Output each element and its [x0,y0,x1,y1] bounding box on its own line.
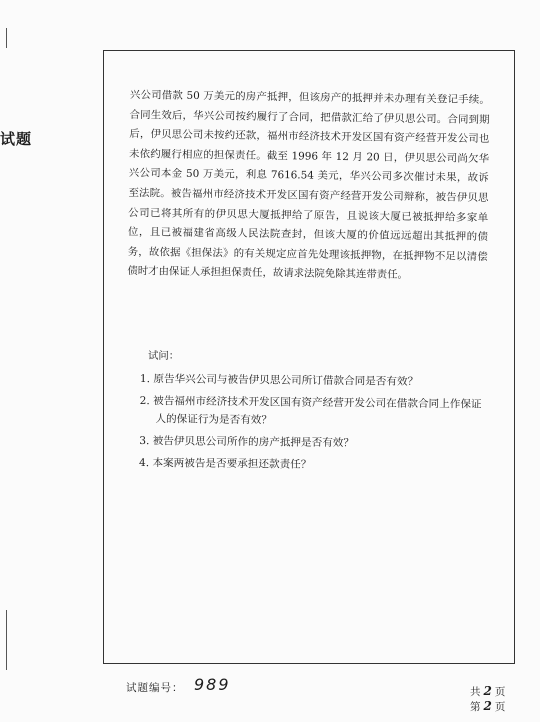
current-page-suffix: 页 [494,701,506,713]
left-page-title-fragment: 试题 [0,130,33,148]
question-item-2: 2. 被告福州市经济技术开发区国有资产经营开发公司在借款合同上作保证人的保证行为是否有效？ [139,394,482,427]
total-pages-prefix: 共 [470,686,481,698]
current-page-number: 2 [483,699,492,713]
left-page-rule-bottom [6,610,7,670]
page-counter [470,684,505,714]
total-pages-number: 2 [483,684,492,698]
question-list [139,370,490,480]
left-page-rule-top [6,28,7,48]
exam-code-label: 试题编号： [126,682,184,694]
current-page-line [470,699,505,714]
passage-text: 兴公司借款 50 万美元的房产抵押，但该房产的抵押并未办理有关登记手续。合同生效后，华兴公司按约履行了合同，把借款汇给了伊贝思公司。合同到期后，伊贝思公司未按约还款，福州市经济技术开发区国有资产经营开发公司也未依约履行相应的担保责任。截至 1996 年 12 月 20 日，伊贝思公司尚欠华兴公司本金 50 万美元，利息 7616.54 美元，华兴公司多次催讨未果，故诉至法院。被告福州市经济技术开发区国有资产经营开发公司辩称，被告伊贝思公司已将其所有的伊贝思大厦抵押给了原告，且说该大厦已被抵押给多家单位，且已被福建省高级人民法院查封，但该大厦的价值远远超出其抵押的债务，故依据《担保法》的有关规定应首先处理该抵押物，在抵押物不足以清偿债时才由保证人承担担保责任，故请求法院免除其连带责任。 [127,88,490,282]
question-item-4: 4. 本案两被告是否要承担还款责任？ [138,456,312,471]
total-pages-suffix: 页 [494,686,506,698]
exam-code-value: 989 [194,675,231,694]
questions-intro: 试问： [148,350,180,362]
question-item-1: 1. 原告华兴公司与被告伊贝思公司所订借款合同是否有效？ [139,372,419,388]
total-pages-line [470,684,505,699]
current-page-prefix: 第 [470,701,481,713]
question-item-3: 3. 被告伊贝思公司所作的房产抵押是否有效？ [139,434,355,450]
case-passage [127,86,490,287]
